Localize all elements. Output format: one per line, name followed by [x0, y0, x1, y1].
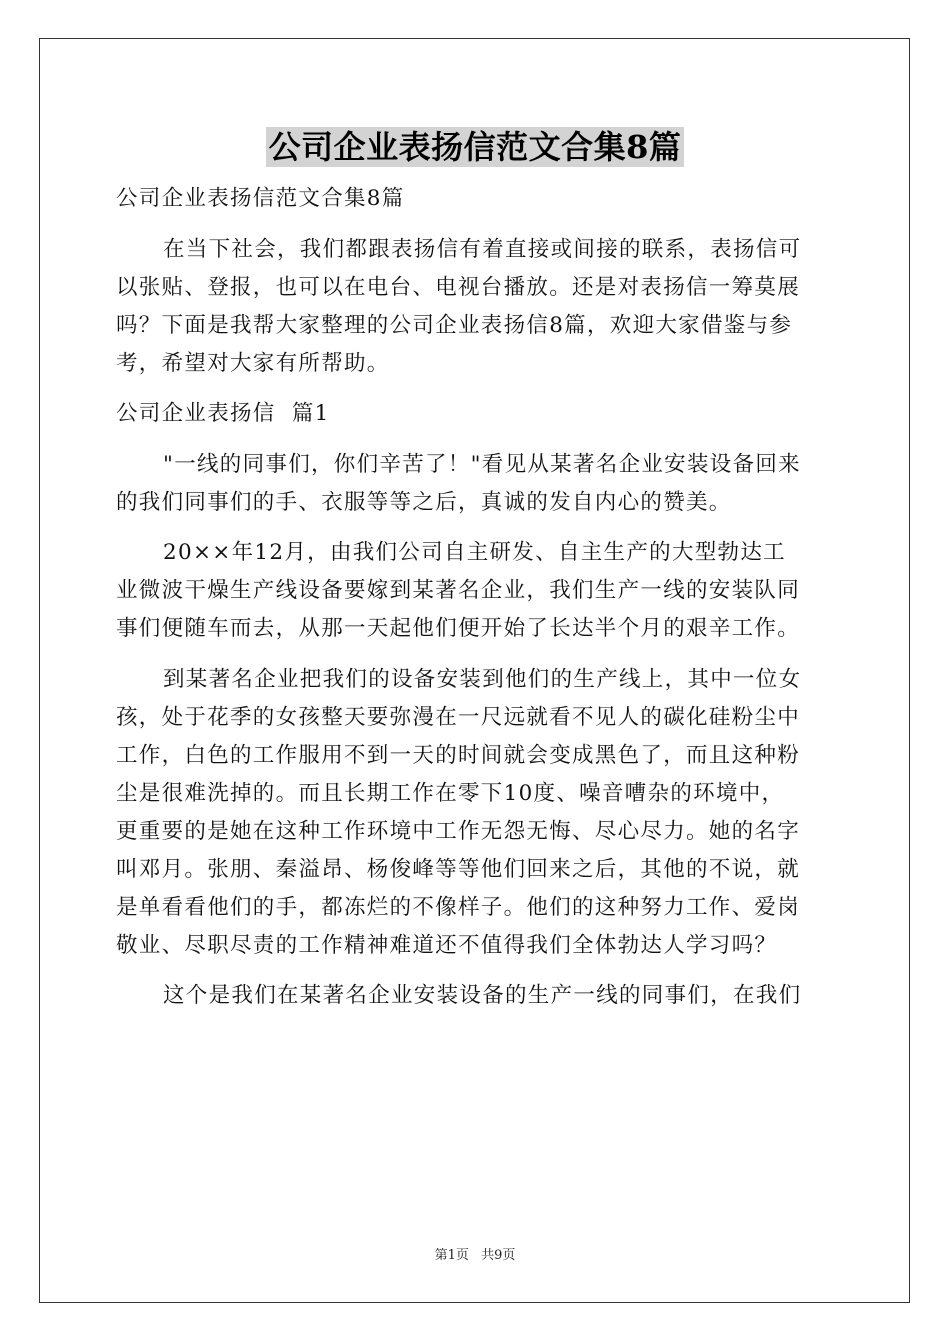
paragraph-4: [116, 977, 836, 1015]
paragraph-line: "一线的同事们，你们辛苦了！"看见从某著名企业安装设备回来: [163, 451, 801, 477]
intro-line: 考，希望对大家有所帮助。: [116, 350, 390, 376]
title-container: [0, 127, 950, 167]
page-number: 第1页: [434, 1248, 469, 1263]
paragraph-line: 这个是我们在某著名企业安装设备的生产一线的同事们，在我们: [163, 983, 802, 1008]
paragraph-line: 到某著名企业把我们的设备安装到他们的生产线上，其中一位女: [163, 666, 802, 692]
paragraph-line: 的我们同事们的手、衣服等等之后，真诚的发自内心的赞美。: [116, 489, 732, 515]
paragraph-line: 是单看看他们的手，都冻烂的不像样子。他们的这种努力工作、爱岗: [116, 894, 801, 920]
paragraph-line: 叫邓月。张朋、秦溢昂、杨俊峰等等他们回来之后，其他的不说，就: [116, 856, 801, 882]
paragraph-line: 孩，处于花季的女孩整天要弥漫在一尺远就看不见人的碳化硅粉尘中: [116, 704, 801, 730]
paragraph-line: 20××年12月，由我们公司自主研发、自主生产的大型勃达工: [163, 540, 786, 565]
intro-line: 吗？下面是我帮大家整理的公司企业表扬信8篇，欢迎大家借鉴与参: [116, 312, 793, 338]
document-subtitle: 公司企业表扬信范文合集8篇: [116, 186, 405, 211]
paragraph-line: 业微波干燥生产线设备要嫁到某著名企业，我们生产一线的安装队同: [116, 578, 801, 603]
paragraph-line: 尘是很难洗掉的。而且长期工作在零下10度、噪音嘈杂的环境中，: [116, 780, 785, 806]
paragraph-line: 事们便随车而去，从那一天起他们便开始了长达半个月的艰辛工作。: [116, 616, 801, 641]
paragraph-1: [116, 446, 836, 522]
paragraph-line: 更重要的是她在这种工作环境中工作无怨无悔、尽心尽力。她的名字: [116, 818, 801, 844]
paragraph-line: 敬业、尽职尽责的工作精神难道还不值得我们全体勃达人学习吗？: [116, 932, 778, 958]
intro-line: 在当下社会，我们都跟表扬信有着直接或间接的联系，表扬信可: [163, 236, 802, 262]
paragraph-2: [116, 534, 836, 648]
document-title: 公司企业表扬信范文合集8篇: [266, 127, 685, 167]
paragraph-3: [116, 661, 836, 965]
section-heading: 公司企业表扬信 篇1: [116, 401, 330, 426]
intro-paragraph: [116, 231, 836, 383]
document-body: [116, 180, 836, 1028]
page-footer: [0, 1247, 950, 1265]
paragraph-line: 工作，白色的工作服用不到一天的时间就会变成黑色了，而且这种粉: [116, 742, 801, 768]
intro-line: 以张贴、登报，也可以在电台、电视台播放。还是对表扬信一筹莫展: [116, 274, 801, 300]
page-total: 共9页: [481, 1248, 516, 1263]
